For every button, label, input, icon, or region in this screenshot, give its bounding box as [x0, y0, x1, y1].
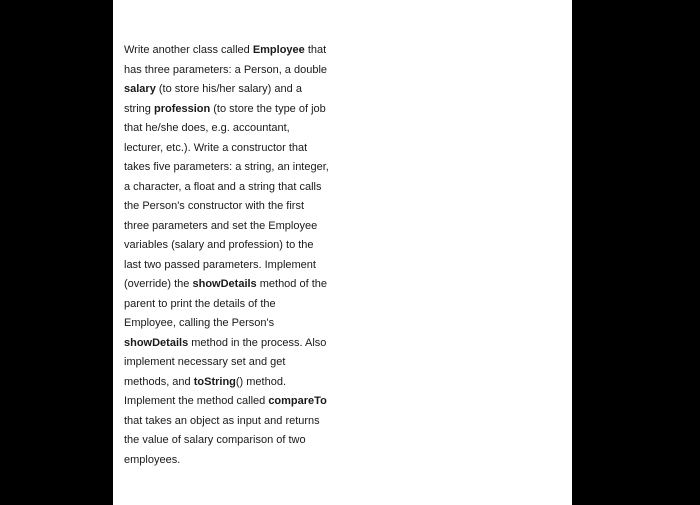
text-segment: (override) the: [124, 278, 193, 290]
text-line: [124, 451, 364, 471]
text-line: [124, 100, 364, 120]
text-line: [124, 334, 364, 354]
text-segment: that: [304, 44, 327, 56]
bold-term: toString: [193, 375, 236, 388]
bold-term: Employee: [252, 44, 305, 56]
text-segment: methods, and: [124, 375, 194, 388]
text-segment: (to store the type of job: [210, 102, 326, 115]
text-segment: string: [124, 102, 154, 115]
text-segment: variables (salary and profession) to the: [124, 239, 314, 251]
text-line: [124, 373, 364, 393]
text-segment: parent to print the details of the: [124, 297, 276, 310]
text-line: [124, 80, 364, 100]
bold-term: profession: [153, 102, 211, 115]
text-segment: Write another class called: [124, 44, 253, 56]
text-segment: lecturer, etc.). Write a constructor that: [124, 141, 308, 154]
text-segment: takes five parameters: a string, an integer,: [124, 161, 329, 173]
text-line: [124, 41, 364, 61]
text-line: [124, 158, 364, 178]
bold-term: compareTo: [268, 395, 327, 407]
text-line: [124, 431, 364, 451]
text-line: [124, 275, 364, 295]
text-line: [124, 295, 364, 315]
text-line: [124, 392, 364, 412]
text-segment: that he/she does, e.g. accountant,: [124, 122, 290, 134]
bold-term: salary: [124, 83, 156, 95]
text-line: [124, 119, 364, 139]
text-segment: Implement the method called: [124, 395, 269, 407]
text-segment: the value of salary comparison of two: [124, 434, 306, 446]
text-segment: Employee, calling the Person's: [124, 317, 275, 329]
text-line: [124, 314, 364, 334]
text-segment: (to store his/her salary) and a: [155, 83, 302, 95]
text-segment: employees.: [124, 453, 181, 466]
text-segment: the Person's constructor with the first: [124, 200, 305, 212]
document-page: [113, 0, 572, 505]
text-segment: implement necessary set and get: [124, 356, 286, 368]
bold-term: showDetails: [124, 336, 189, 349]
text-line: [124, 139, 364, 159]
assignment-text: [124, 41, 364, 470]
text-line: [124, 61, 364, 81]
text-segment: () method.: [235, 375, 287, 388]
text-segment: a character, a float and a string that calls: [124, 180, 322, 193]
text-line: [124, 412, 364, 432]
text-segment: method of the: [256, 278, 327, 290]
text-segment: has three parameters: a Person, a double: [124, 63, 328, 76]
text-line: [124, 178, 364, 198]
bold-term: showDetails: [192, 278, 257, 290]
text-line: [124, 197, 364, 217]
text-segment: last two passed parameters. Implement: [124, 258, 316, 271]
text-segment: that takes an object as input and returns: [124, 414, 320, 427]
text-line: [124, 236, 364, 256]
text-line: [124, 353, 364, 373]
text-segment: three parameters and set the Employee: [124, 219, 318, 232]
text-line: [124, 256, 364, 276]
text-line: [124, 217, 364, 237]
text-segment: method in the process. Also: [188, 336, 327, 349]
